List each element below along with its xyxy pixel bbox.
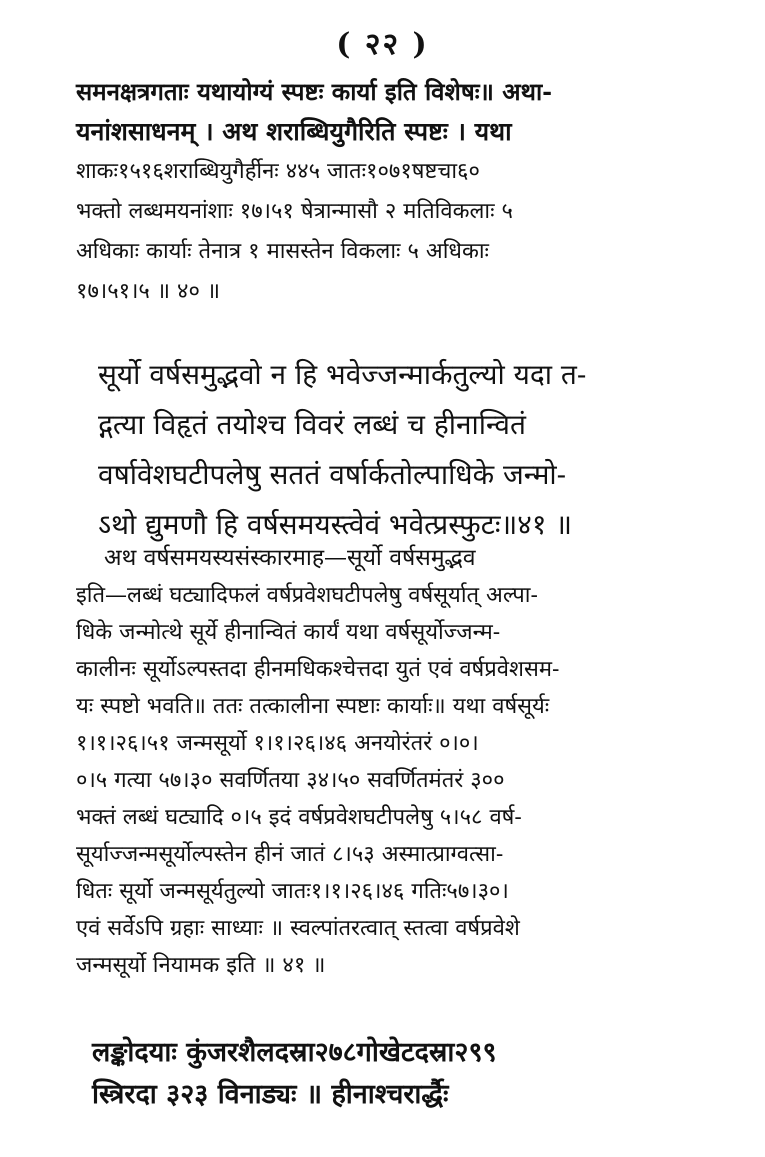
text-line: शाकः१५१६शराब्धियुगैर्हीनः ४४५ जातः१०७१षष्टचा६० [76,159,480,184]
text-line: अथ वर्षसमयस्यसंस्कारमाह—सूर्यो वर्षसमुद्भव [104,545,476,571]
text-line: यः स्पष्टो भवति॥ ततः तत्कालीना स्पष्टाः कार्याः॥ यथा वर्षसूर्यः [76,694,550,719]
text-line: १७।५१।५ ॥ ४० ॥ [76,279,221,304]
text-line: एवं सर्वेऽपि ग्रहाः साध्याः ॥ स्वल्पांतरत्वात् स्तत्वा वर्षप्रवेशे [76,916,520,941]
page-number: ( २२ ) [336,27,429,62]
text-line: सूर्याज्जन्मसूर्योल्पस्तेन हीनं जातं ८।५३ अस्मात्प्राग्वत्सा- [76,842,504,867]
text-line: कालीनः सूर्योऽल्पस्तदा हीनमधिकश्चेत्तदा युतं एवं वर्षप्रवेशसम- [76,657,560,682]
text-line: धिके जन्मोत्थे सूर्ये हीनान्वितं कार्यं यथा वर्षसूर्योज्जन्म- [76,620,501,645]
verse-block-2 [0,1032,765,1116]
text-line: जन्मसूर्यो नियामक इति ॥ ४१ ॥ [76,953,326,978]
text-line: भक्तं लब्धं घट्यादि ०।५ इदं वर्षप्रवेशघटीपलेषु ५।५८ वर्ष- [76,805,522,830]
commentary-block-2 [0,540,765,984]
text-line: ०।५ गत्या ५७।३० सवर्णितया ३४।५० सवर्णितमंतरं ३०० [76,768,505,793]
text-line: धितः सूर्यो जन्मसूर्यतुल्यो जातः१।१।२६।४६ गतिः५७।३०। [76,879,509,904]
text-line: भक्तो लब्धमयनांशाः १७।५१ षेत्रान्मासौ २ मतिविकलाः ५ [76,199,513,224]
verse-line: सूर्यो वर्षसमुद्भवो न हि भवेज्जन्मार्कतुल्यो यदा त- [98,358,587,391]
verse-line: वर्षावेशघटीपलेषु सततं वर्षार्कतोल्पाधिके जन्मो- [98,458,567,491]
text-line: १।१।२६।५१ जन्मसूर्यो १।१।२६।४६ अनयोरंतरं ०।०। [76,731,479,756]
verse-line: लङ्कोदयाः कुंजरशैलदस्रा२७८गोखेटदस्रा२९९ [92,1037,497,1068]
verse-line: द्गत्या विहृतं तयोश्च विवरं लब्धं च हीनान्वितं [98,408,526,441]
verse-line: स्त्रिरदा ३२३ विनाड्यः ॥ हीनाश्चरार्द्धैः [92,1079,449,1110]
text-line: अधिकाः कार्याः तेनात्र १ मासस्तेन विकलाः ५ अधिकाः [76,239,489,264]
text-line: इति—लब्धं घट्यादिफलं वर्षप्रवेशघटीपलेषु वर्षसूर्यात् अल्पा- [76,583,538,608]
text-line: समनक्षत्रगताः यथायोग्यं स्पष्टः कार्या इति विशेषः॥ अथा- [76,77,553,106]
verse-line: ऽथो द्युमणौ हि वर्षसमयस्त्वेवं भवेत्प्रस्फुटः॥४१ ॥ [98,508,573,541]
verse-block [0,350,765,550]
text-line: यनांशसाधनम् । अथ शराब्धियुगैरिति स्पष्टः । यथा [76,117,512,146]
commentary-block-1 [0,72,765,312]
